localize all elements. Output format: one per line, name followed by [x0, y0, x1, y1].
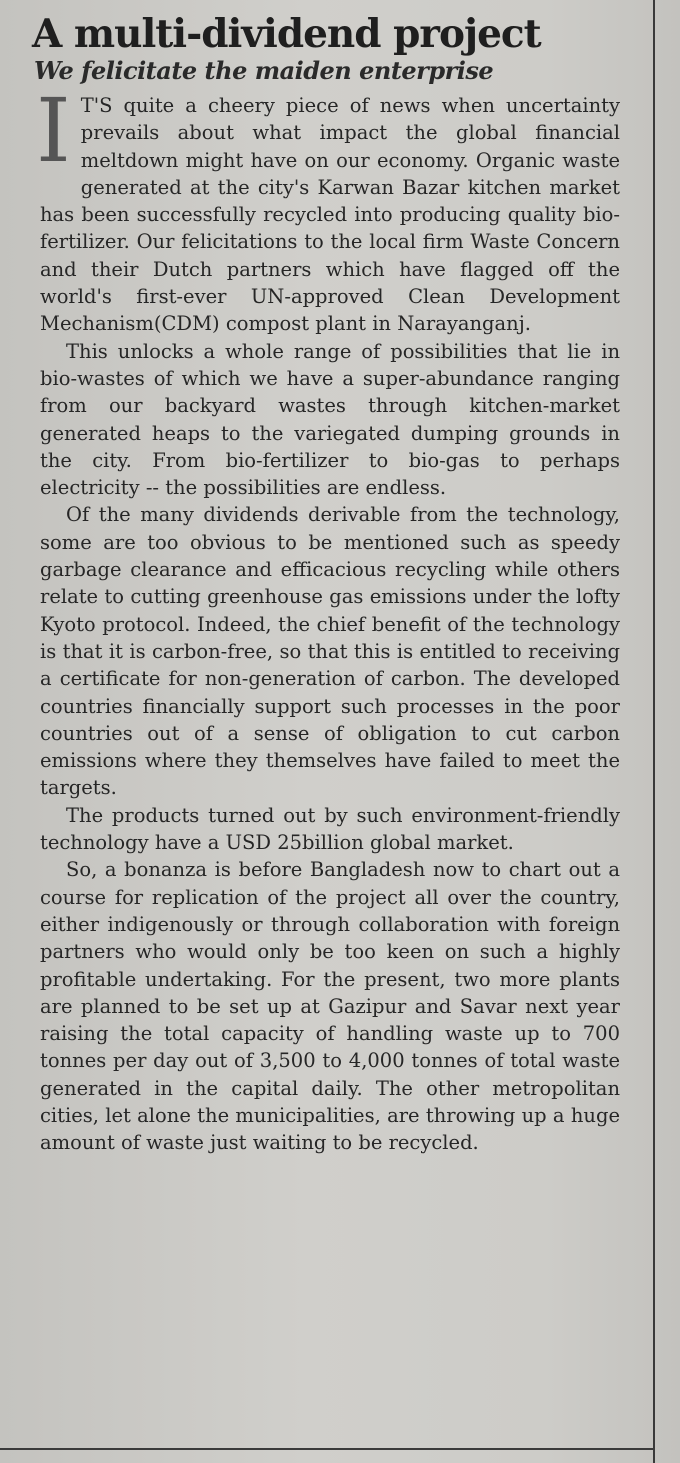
column-rule-bottom	[0, 1448, 655, 1450]
editorial-article	[32, 8, 620, 1157]
paragraph-5: So, a bonanza is before Bangladesh now to chart out a course for replication of the project all over the country, either indigenously or through collaboration with foreign partners who would only be too keen on such a highly profitable undertaking. For the present, two more plants are planned to be set up at Gazipur and Savar next year raising the total capacity of handling waste up to 700 tonnes per day out of 3,500 to 4,000 tonnes of total waste generated in the capital daily. The other metropolitan cities, let alone the municipalities, are throwing up a huge amount of waste just waiting to be recycled.	[40, 858, 620, 1155]
paragraph-2: This unlocks a whole range of possibilities that lie in bio-wastes of which we have a super-abundance ranging from our backyard wastes through kitchen-market generated heaps to the variegated dumping grounds in the city. From bio-fertilizer to bio-gas to perhaps electricity -- the possibilities are endless.	[40, 339, 620, 500]
paragraph-4: The products turned out by such environment-friendly technology have a USD 25billion global market.	[40, 803, 620, 855]
subhead: We felicitate the maiden enterprise	[34, 56, 494, 85]
article-body	[36, 79, 620, 1157]
paragraph-3: Of the many dividends derivable from the technology, some are too obvious to be mentioned such as speedy garbage clearance and efficacious recycling while others relate to cutting greenhouse gas emissions under the lofty Kyoto protocol. Indeed, the chief benefit of the technology is that it is carbon-free, so that this is entitled to receiving a certificate for non-generation of carbon. The developed countries financially support such processes in the poor countries out of a sense of obligation to cut carbon emissions where they themselves have failed to meet the targets.	[40, 503, 620, 800]
paragraph-1	[36, 79, 620, 338]
headline: A multi-dividend project	[32, 11, 541, 57]
drop-cap: I	[36, 79, 71, 182]
paragraph-1-text: T'S quite a cheery piece of news when uncertainty prevails about what impact the global financial meltdown might have on our economy. Organic waste generated at the city's Karwan Bazar kitchen market has been successfully recycled into producing quality bio-fertilizer. Our felicitations to the local firm Waste Concern and their Dutch partners which have flagged off the world's first-ever UN-approved Clean Development Mechanism(CDM) compost plant in Narayanganj.	[40, 94, 620, 336]
column-rule-right	[653, 0, 655, 1463]
